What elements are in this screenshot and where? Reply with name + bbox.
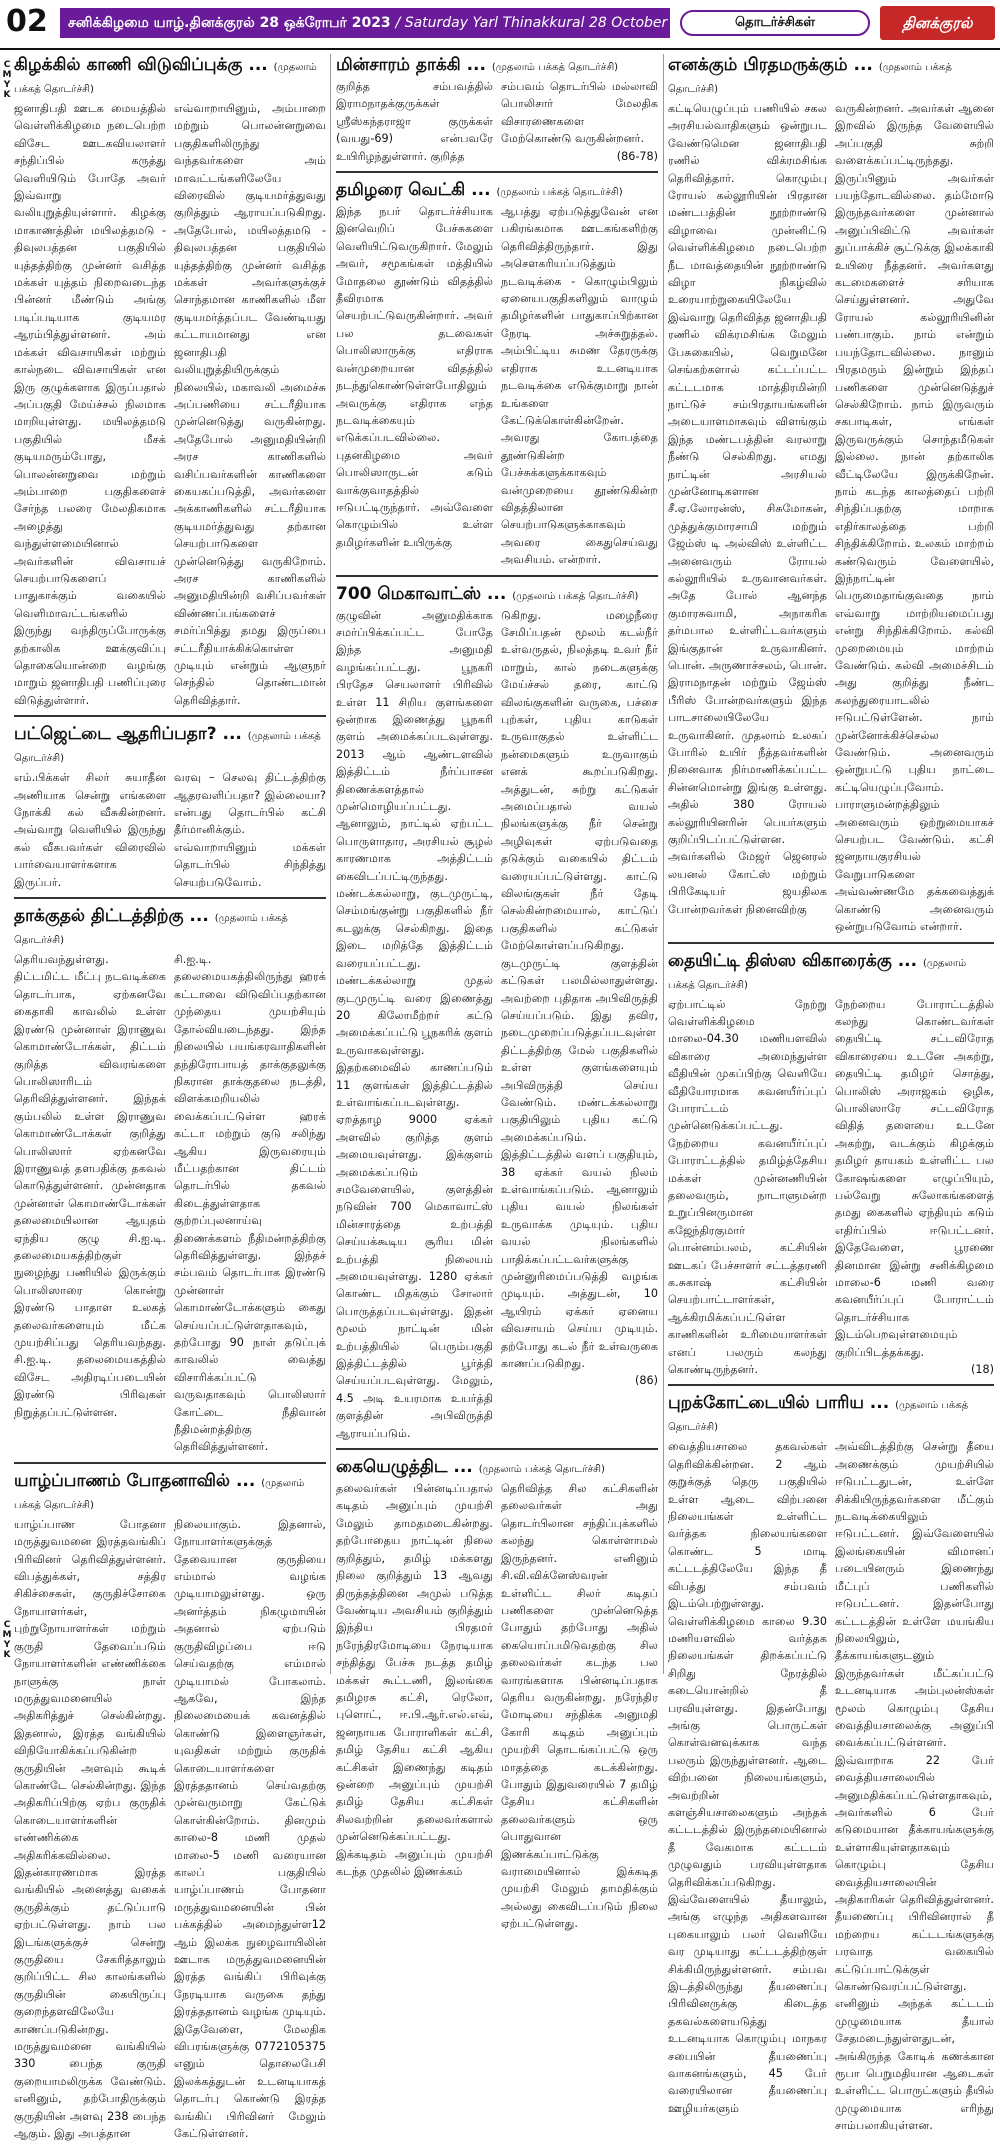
article-budget-support — [14, 723, 326, 899]
cmyk-k: K — [3, 90, 11, 100]
column-divider — [663, 54, 664, 1674]
cmyk-y: Y — [3, 1640, 11, 1650]
cmyk-m: M — [2, 1630, 12, 1640]
column-1 — [14, 54, 326, 2141]
article-headline: எனக்கும் பிரதமருக்கும் ... (முதலாம் பக்கத் தொடர்ச்சி) — [668, 55, 952, 95]
newspaper-logo: தினக்குரல் — [880, 6, 995, 40]
page-number: 02 — [6, 4, 48, 39]
section-title: தொடர்ச்சிகள் — [680, 10, 870, 36]
continuation-tag: (முதலாம் பக்கத் தொடர்ச்சி) — [14, 62, 317, 95]
continuation-tag: (முதலாம் பக்கத் தொடர்ச்சி) — [668, 1400, 969, 1434]
column-divider — [330, 54, 331, 1674]
article-headline: மின்சாரம் தாக்கி ... (முதலாம் பக்கத் தொடர்ச்சி) — [336, 55, 619, 75]
cmyk-y: Y — [3, 80, 11, 90]
article-president-pm — [668, 54, 994, 944]
article-ref: (86-78) — [616, 149, 658, 163]
article-text: நிலையாகும். இதனால், நோயாளர்களுக்குத் தேவையான குருதியை எம்மால் வழங்க முடியாமலுள்ளது. ஒரு அனர்த்தம் நிகழுமாயின் அதனால் ஏற்படும் குருதிவிழப்பை ஈடு செய்வதற்கு எம்மால் முடியாமல் போகலாம். ஆகவே, இந்த நிலைமையைக் கவனத்தில் கொண்டு இளைஞர்கள், யுவதிகள் மற்றும் குருதிக் கொடையாளர்களை இரத்ததானம் செய்வதற்கு முன்வருமாறு கேட்டுக் கொள்கின்றோம். தினமும் காலை-8 மணி முதல் மாலை-5 மணி வரையான காலப் பகுதியில் யாழ்ப்பாணம் போதனா மருத்துவமனையின் பின் பக்கத்தில் அமைந்துள்ள12 ஆம் இலக்க நுழைவாயிலின் ஊடாக மருத்துவமனையின் இரத்த வங்கிப் பிரிவுக்கு நேரடியாக வருகை தந்து இரத்ததானம் வழங்க முடியும். இதேவேளை, மேலதிக விபரங்களுக்கு 0772105375 எனும் தொலைபேசி இலக்கத்துடன் உடனடியாகத் தொடர்பு கொண்டு இரத்த வங்கிப் பிரிவினர் மேலும் கேட்டுள்ளனர். — [174, 1517, 326, 2141]
article-text: சி.ஐ.டி. தலைமையகத்திலிருந்து ஹரக் கட்டாவை விடுவிப்பதற்கான முந்தைய முயற்சியும் தோல்வியடைந்தது. இந்த நிலையில் பயங்கரவாதிகளின் தந்திரோபாயத் தாக்குதலுக்கு நிகரான தாக்குதலை நடத்தி, விளக்கமறியலில் வைக்கப்பட்டுள்ள ஹரக் கட்டா மற்றும் குடு சலிந்து ஆகிய இருவரையும் மீட்பதற்கான திட்டம் தொடர்பில் தகவல் கிடைத்துள்ளதாக குற்றப்புலனாய்வு திணைக்களம் நீதிமன்றத்திற்கு தெரிவித்துள்ளது. இந்தச் சம்பவம் தொடர்பாக இரண்டு முன்னாள் கொமாண்டோக்களும் கைது செய்யப்பட்டுள்ளதாகவும், தற்போது 90 நாள் தடுப்புக் காவலில் வைத்து விசாரிக்கப்பட்டு வருவதாகவும் பொலிஸார் கோட்டை நீதிவான் நீதிமன்றத்திற்கு தெரிவித்துள்ளனர். — [174, 953, 326, 1454]
article-electrocution — [336, 54, 658, 173]
article-text: யாழ்ப்பாண போதனா மருத்துவமனை இரத்தவங்கிப் பிரிவினர் தெரிவித்துள்ளனர். விபத்துக்கள், சத்திர சிகிச்சைகள், குருதிச்சோகை நோயாளர்கள், புற்றுநோயாளர்கள் மற்றும் குருதி தேவைப்படும் நோயாளர்களின் எண்ணிக்கை நாளுக்கு நாள் மருத்துவமனையில் அதிகரித்துச் செல்கின்றது. இதனால், இரத்த வங்கியில் விநியோகிக்கப்படுகின்ற குருதியின் அளவும் கூடிக் கொண்டே செல்கின்றது. இந்த அதிகரிப்பிற்கு ஏற்ப குருதிக் கொடையாளர்களின் எண்ணிக்கை அதிகரிக்கவில்லை. இதன்காரணமாக இரத்த வங்கியில் அனைத்து வகைக் குருதிக்கும் தட்டுப்பாடு ஏற்பட்டுள்ளது. நாம் பல இடங்களுக்குச் சென்று குருதியை சேகரித்தாலும் குறிப்பிட்ட சில காலங்களில் குருதியின் கையிருப்பு குறைந்தளவிலேயே காணப்படுகின்றது. மருத்துவமனை வங்கியில் 330 பைந்த குருதி குறையாமலிருக்க வேண்டும். எனினும், தற்போதிருக்கும் குருதியின் அளவு 238 பைந்த ஆகும். இது அபத்தான — [14, 1517, 166, 2141]
article-text: இந்த நபர் தொடர்ச்சியாக இனவெறிப் பேச்சுகளை வெளியிட்டுவருகிறார். மேலும் அவர், சமூகங்கள் மத்தியில் மோதலை தூண்டும் விதத்தில் தீவிரமாக செயற்பட்டுவருகின்றார். அவர் பல தடவைகள் பொலிஸாருக்கு எதிராக வன்முறையான விதத்தில் நடந்துகொண்டுள்ளபோதிலும் அவருக்கு எதிராக எந்த நடவடிக்கையும் எடுக்கப்படவில்லை. புதனகிழமை அவர் பொலிஸாருடன் கடும் வாக்குவாதத்தில் ஈடுபட்டிருந்தார். அவ்வேளை கொழும்பில் உள்ள தமிழர்களின் உயிருக்கு — [336, 205, 493, 549]
article-text: நேற்றைய போராட்டத்தில் கலந்து கொண்டவர்கள் தையிட்டி சட்டவிரோத விகாரையை உடனே அகற்று, தையிட்டி தமிழர் சொத்து, பொலிஸ் அராஜகம் ஒழிக, பொலிஸாரே சட்டவிரோத விதித் தளையை உடனே அகற்று, வடக்கும் கிழக்கும் தமிழர் தாயகம் உள்ளிட்ட பல கோஷங்களை எழுப்பியும், பல்வேறு சுலோகங்களைத் தமது கைகளில் ஏந்தியும் கடும் எதிர்ப்பில் ஈடுபட்டனர். இதேவேளை, பூரணை தினமான இன்று சனிக்கிழமை மாலை-6 மணி வரை கவனயீர்ப்புப் போராட்டம் தொடர்ச்சியாக இடம்பெறவுள்ளமையும் குறிப்பிடத்தக்கது. — [835, 997, 994, 1359]
article-headline: கிழக்கில் காணி விடுவிப்புக்கு ... (முதலாம் பக்கத் தொடர்ச்சி) — [14, 55, 317, 95]
article-text: ஜனாதிபதி ஊடக மையத்தில் வெள்ளிக்கிழமை நடைபெற்ற விசேட ஊடகவியலாளர் சந்திப்பில் கருத்து வெளியிடும் போதே அவர் இவ்வாறு வலியுறுத்தியுள்ளார். கிழக்கு மாகாணத்தின் மயிலத்தமடு - திவுலபத்தன பகுதியில் யுத்தத்திற்கு முன்னர் வசித்த மக்கள் யுத்தம் நிறைவடைந்த பின்னர் மீண்டும் அங்கு படிப்படியாக குடியமர ஆரம்பித்துள்ளனர். அம் மக்கள் விவசாயிகள் மற்றும் கால்நடை விவசாயிகள் என இரு குழுக்களாக இருப்பதால் அப்பகுதி மேய்ச்சல் நிலமாக மாறியுள்ளது. மயிலத்தமடு பகுதியில் மீசக் குடியமரும்போது, பொலன்னறுவை மற்றும் அம்பாறை பகுதிகளைச் சேர்ந்த பலரை மேலதிகமாக அழைத்து வந்துள்ளமையினால் அவர்களின் விவசாயச் செயற்பாடுகளைப் பாதுகாக்கும் வகையில் வெளிமாவட்டங்களில் இருந்து வந்திருப்போருக்கு தற்காலிக ஊக்குவிப்பு தொகையொன்றை வழங்கு மாறும் ஜனாதிபதி பணிப்புரை விடுத்துள்ளார். — [14, 102, 166, 707]
continuation-tag: (முதலாம் பக்கத் தொடர்ச்சி) — [14, 1477, 305, 1511]
article-text: குறித்த சம்பவத்தில் இராமநாதக்குருக்கள் ஸ்ரீஸ்கந்தராஜா குருக்கள் (வயது-69) என்பவரே உயிரிழந்துள்ளார். குறித்த — [336, 80, 493, 163]
continuation-tag: (முதலாம் பக்கத் தொடர்ச்சி) — [491, 62, 619, 73]
article-headline: யாழ்ப்பாணம் போதனாவில் ... (முதலாம் பக்கத் தொடர்ச்சி) — [14, 1470, 305, 1511]
article-text: ஆபத்து ஏற்படுத்துவேன் என பகிரங்கமாக ஊடகங்களிற்கு தெரிவித்திருந்தார். இது அசௌகரியப்படுத்தும் நடவடிக்கை - கொழும்பிலும் ஏனையபகுதிகளிலும் வாழும் தமிழர்களின் பாதுகாப்பிற்கான நேரடி அச்சுறுத்தல். அம்பிட்டிய சுமண தேரருக்கு எதிராக உடனடியாக நடவடிக்கை எடுக்குமாறு நான் உங்களை கேட்டுக்கொள்கின்றேன். அவரது கோபத்தை தூண்டுகின்ற பேச்சுக்களுக்காகவும் வன்முறையை தூண்டுகின்ற விதத்திலான செயற்பாடுகளுக்காகவும் அவரை கைதுசெய்வது அவசியம். என்றார். — [501, 205, 658, 567]
article-pettah-fire — [668, 1392, 994, 2140]
cmyk-c: C — [3, 60, 11, 70]
article-text: ஏற்பாட்டில் நேற்று வெள்ளிக்கிழமை மாலை-04.30 மணியளவில் விகாரை அமைந்துள்ள வீதியின் முகப்பிற்கு வெளியே வீதியோரமாக கவனயீர்ப்புப் போராட்டம் முன்னெடுக்கப்பட்டது. நேற்றைய கவனயீர்ப்புப் போராட்டத்தில் தமிழ்த்தேசிய மக்கள் முன்னணியின் தலைவரும், நாடாளுமன்ற உறுப்பினருமான கஜேந்திரகுமார் பொன்னம்பலம், கட்சியின் ஊடகப் பேச்சாளர் சட்டத்தரணி க.சுகாஷ் கட்சியின் செயற்பாட்டாளர்கள், ஆக்கிரமிக்கப்பட்டுள்ள காணிகளின் உரிமையாளர்கள் எனப் பலரும் கலந்து கொண்டிருந்தனர். — [668, 997, 827, 1377]
continuation-tag: (முதலாம் பக்கத் தொடர்ச்சி) — [668, 957, 967, 991]
article-text: டுகிறது. மழைநீரை சேமிப்பதன் மூலம் கடல்நீர் உள்வருதல், நிலத்தடி உவர் நீர் மாறும், கால் நடைகளுக்கு மேய்ச்சல் தரை, காட்டு விலங்குகளின் வருகை, பச்சை புற்கள், புதிய காடுகள் உருவாகுதல் உள்ளிட்ட நன்மைகளும் உருவாகும் எனக் கூறப்படுகிறது. அத்துடன், சுற்று கட்டுகள் அமைப்பதால் வயல் நிலங்களுக்கு நீர் சென்று அழிவுகள் ஏற்படுவதை தடுக்கும் வகையில் திட்டம் வரையப்பட்டுள்ளது. காட்டு விலங்குகள் நீர் தேடி செல்கின்றமையால், காட்டுப் பகுதிகளில் கட்டுகள் மேற்கொள்ளப்படுகிறது. குடமுருட்டி குளத்தின் கட்டுகள் பலமில்லாதுள்ளது. அவற்றை புதிதாக அபிவிருத்தி செய்யப்படும். இது தவிர, நடைமுறைப்படுத்தப்படவுள்ள திட்டத்திற்கு மேல் பகுதிகளில் உள்ள குளங்களையும் அபிவிருத்தி செய்ய வேண்டும். மண்டக்கல்லாறு பகுதியிலும் புதிய கட்டு அமைக்கப்படும். இத்திட்டத்தில் வளப் பகுதியும், 38 ஏக்கர் வயல் நிலம் உள்வாங்கப்படும். ஆனாலும் புதிய வயல் நிலங்கள் உருவாக்க முடியும். புதிய வயல் நிலங்களில் பாதிக்கப்பட்டவர்களுக்கு முன்னுரிமைப்படுத்தி வழங்க முடியும். அத்துடன், 10 ஆயிரம் ஏக்கர் ஏனைய விவசாயம் செய்ய முடியும். தற்போது கடல் நீர் உள்வருகை காணப்படுகிறது. — [501, 608, 658, 1371]
column-3 — [668, 54, 994, 2133]
article-jaffna-hospital — [14, 1470, 326, 2148]
article-signature — [336, 1456, 658, 1939]
article-text: கட்டியெழுப்பும் பணியில் சகல அரசியல்வாதிகளும் ஒன்றுபட வேண்டுமென ஜனாதிபதி ரணில் விக்ரமசிங்க தெரிவித்தார். கொழும்பு ரோயல் கல்லூரியின் பிரதான மண்டபத்தின் நூற்றாண்டு விழாவை முன்னிட்டு வெள்ளிக்கிழமை நடைபெற்ற நீட மாவத்தையின் நூற்றாண்டு விழா நிகழ்வில் உரையாற்றுகையிலேயே இவ்வாறு தெரிவித்த ஜனாதிபதி ரணில் விக்ரமசிங்க மேலும் பேசுகையில், வெறுமனே செங்கற்களால் கட்டப்பட்ட கட்டடமாக மாத்திரமின்றி நாட்டுச் சம்பிரதாயங்களின் அடையாளமாகவும் விளங்கும் இந்த மண்டபத்தின் வரலாறு நீண்டு செல்கிறது. எமது நாட்டின் அரசியல் முன்னோடிகளான சீ.ஏ.லோரன்ஸ், சிசுமோகன், முத்துக்குமாரசாமி மற்றும் ஜேம்ஸ் டி அல்விஸ் உள்ளிட்ட அனைவரும் ரோயல் கல்லூரியில் உருவானவர்கள். அதே போல் ஆனந்த குமாரசுவாமி, அநாகரிக தர்மபால உள்ளிட்டவர்களும் இங்குதான் உருவாகினர். பொன். அருணாச்சலம், பொன். இராமநாதன் மற்றும் ஜேம்ஸ் பீரிஸ் போன்றவர்களும் இந்த பாடசாலையிலேயே உருவாகினர். முதலாம் உலகப் போரில் உயிர் நீத்தவர்களின் நினைவாக நிர்மாணிக்கப்பட்ட சின்னமொன்று இங்கு உள்ளது. அதில் 380 ரோயல் கல்லூரியினரின் பெயர்களும் குறிப்பிடப்பட்டுள்ளன. அவர்களில் மேஜர் ஜெனரல் லயனல் கோட்ஸ் மற்றும் பிரிகேடியர் ஜயதிலக போன்றவர்கள் நினைவிற்கு — [668, 102, 827, 916]
article-headline: தையிட்டி திஸ்ஸ விகாரைக்கு ... (முதலாம் பக்கத் தொடர்ச்சி) — [668, 950, 967, 991]
article-ref: (86) — [635, 1374, 658, 1388]
article-east-land-release — [14, 54, 326, 717]
article-headline: பட்ஜெட்டை ஆதரிப்பதா? ... (முதலாம் பக்கத் தொடர்ச்சி) — [14, 724, 321, 765]
continuation-tag: (முதலாம் பக்கத் தொடர்ச்சி) — [14, 913, 288, 947]
article-headline: தமிழரை வெட்கி ... (முதலாம் பக்கத் தொடர்ச்சி) — [336, 180, 623, 201]
article-text: வருகின்றனர். அவர்கள் ஆனை இறவில் இருந்த வேளையில் அப்பகுதி சுற்றி வளைக்கப்பட்டிருந்தது. இருப்பினும் அவர்கள் பயந்தோடவில்லை. தம்மோடு இருந்தவர்களை முன்னால் அனுப்பிவிட்டு அவர்கள் துப்பாக்கிச் சூட்டுக்கு இலக்காகி உயிரை நீத்தனர். அவர்களது கடமைகளைச் சரியாக செய்துள்ளனர். அதுவே ரோயல் கல்லூரியினின் பண்பாகும். நாம் என்றும் பயந்தோடவில்லை. நானும் பிரதமரும் இன்றும் இந்தப் பணிகளை முன்னெடுத்துச் செல்கிறோம். நாம் இருவரும் சகபாடிகள், எங்கள் இருவருக்கும் சொந்தமீடுகள் இல்லை. நான் தற்காலிக வீட்டிலேயே இருக்கிறேன். நாம் கடந்த காலத்தைப் பற்றி சிந்திப்பதற்கு மாறாக எதிர்காலத்தை பற்றி சிந்திக்கிறோம். உலகம் மாற்றம் கண்டுவரும் வேளையில், இந்நாட்டின் பெருமைதாங்குவதை நாம் எவ்வாறு மாற்றியமைப்பது என்று சிந்திக்கிறோம். கல்வி முறைமையும் மாற்றம் வேண்டும். கல்வி அமைச்சிடம் அது குறித்து நீண்ட கலந்துரையாடலில் ஈடுபட்டுள்ளேன். நாம் முன்னோக்கிச்செல்ல வேண்டும். அனைவரும் ஒன்றுபட்டு புதிய நாட்டை கட்டியெழுப்புவோம். பாராளுமன்றத்திலும் அனைவரும் ஒற்றுமையாகச் செயற்பட வேண்டும். கட்சி ஜனநாயகுரசியல் வேறுபாடுகளை அவ்வண்ணமே தக்கவைத்துக் கொண்டு அனைவரும் ஒன்றுபடுவோம் என்றார். — [835, 102, 994, 934]
article-headline: கையெழுத்திட ... (முதலாம் பக்கத் தொடர்ச்சி) — [336, 1457, 605, 1478]
continuation-tag: (முதலாம் பக்கத் தொடர்ச்சி) — [668, 62, 952, 95]
cmyk-c: C — [3, 1620, 11, 1630]
article-text: வரவு – செலவு திட்டத்திற்கு ஆதரவளிப்பதா? இல்லையா? என்பது தொடர்பில் கட்சி தீர்மானிக்கும். எவ்வாறாயினும் மக்கள் தொடர்பில் சிந்தித்து செயற்படுவோம். — [174, 771, 326, 889]
article-text: தலைவர்கள் பின்னடிப்பதால் கடிதம் அனுப்பும் முயற்சி மேலும் தாமதமடைகின்றது. தற்போதைய நாட்டின் நிலை குறித்தும், தமிழ் மக்களது நிலை குறித்தும் 13 ஆவது திருத்தத்தினை அமுல் படுத்த வேண்டிய அவசியம் குறித்தும் இந்திய பிரதமர் நரேந்திரமோடியை நேரடியாக சந்தித்து பேச்சு நடத்த தமிழ் மக்கள் கூட்டணி, இலங்கை தமிழரசு கட்சி, ரெலோ, புளொட், ஈ.பி.ஆர்.எல்.எவ், ஜனநாயக போராளிகள் கட்சி, தமிழ் தேசிய கட்சி ஆகிய கட்சிகள் இணைந்து கடிதம் ஒன்றை அனுப்பும் முயற்சி தமிழ் தேசிய கட்சிகள் சிலவற்றின் தலைவர்களால் முன்னெடுக்கப்பட்டது. இக்கடிதம் அனுப்பும் முயற்சி கடந்த முதலில் இணக்கம் — [336, 1482, 493, 1878]
cmyk-mark-bottom — [0, 1620, 14, 1660]
cmyk-mark-top — [0, 60, 14, 100]
article-headline: புறக்கோட்டையில் பாரிய ... (முதலாம் பக்கத் தொடர்ச்சி) — [668, 1393, 969, 1434]
continuation-tag: (முதலாம் பக்கத் தொடர்ச்சி) — [496, 187, 623, 199]
dateline-english: / Saturday Yarl Thinakkural 28 October 2023 — [395, 15, 708, 31]
article-text: எம்.பிக்கள் சிலர் சுயாதீன அணியாக சென்று எங்களை நோக்கி கல் வீசுகின்றனர். அவ்வாறு வெளியில் இருந்து கல் வீசுபவர்கள் விரைவில் பார்வையாளர்களாக இருப்பர். — [14, 771, 166, 889]
dateline-tamil: சனிக்கிழமை யாழ்.தினக்குரல் 28 ஒக்ரோபர் 2023 — [68, 15, 391, 31]
article-headline: 700 மெகாவாட்ஸ் ... (முதலாம் பக்கத் தொடர்ச்சி) — [336, 583, 639, 604]
article-thaiyiddi-vihara — [668, 950, 994, 1387]
article-700-megawatts — [336, 583, 658, 1451]
article-text: தெரிவித்த சில கட்சிகளின் தலைவர்கள் அது தொடர்பிலான சந்திப்புக்களில் கலந்து கொள்ளாமல் இருந்தனர். எனினும் சி.வி.விக்னேஸ்வரன் உள்ளிட்ட சிலர் கடிதப் பணிகளை முன்னெடுத்த போதும் தற்போது அதில் கையொப்பமிடுவதற்கு சில தலைவர்கள் கடந்த பல வாரங்களாக பின்னடிப்பதாக தெரிய வருகின்றது. நரேந்திர மோடியை சந்திக்க அனுமதி கோரி கடிதம் அனுப்பும் முயற்சி தொடங்கப்பட்டு ஒரு மாதத்தை கடக்கின்றது. போதும் இதுவரையில் 7 தமிழ் தேசிய கட்சிகளின் தலைவர்களும் ஒரு பொதுவான இணக்கப்பாட்டுக்கு வராமையினால் இக்கடித முயற்சி மேலும் தாமதிக்கும் அல்லது கைவிடப்படும் நிலை ஏற்பட்டுள்ளது. — [501, 1482, 658, 1931]
article-text: சம்பவம் தொடர்பில் மல்லாவி பொலிசார் மேலதிக விசாரணைகளை மேற்கொண்டு வருகின்றனர். — [501, 80, 658, 146]
article-text: குழுவின் அனுமதிக்காக சமர்ப்பிக்கப்பட்ட போதே இந்த அனுமதி வழங்கப்பட்டது. பூநகரி பிரதேச செயலாளர் பிரிவில் உள்ள 11 சிறிய குளங்களை ஒன்றாக இணைத்து பூநகரி குளம் அமைக்கப்படவுள்ளது. 2013 ஆம் ஆண்டளவில் இத்திட்டம் நீர்ப்பாசன திணைக்களத்தால் முன்மொழியப்பட்டது. ஆனாலும், நாட்டில் ஏற்பட்ட பொருளாதார, அரசியல் சூழல் காரணமாக அத்திட்டம் கைவிடப்பட்டிருந்தது. மண்டக்கல்லாறு, குடமுருட்டி, செம்மங்குன்று பகுதிகளில் நீர் கடலுக்கு செல்கிறது. இதை இடை மறித்தே இத்திட்டம் வரையப்பட்டது. மண்டக்கல்லாறு முதல் குடமுருட்டி வரை இணைத்து 20 கிலோமீற்றர் கட்டு அமைக்கப்பட்டு பூநகரிக் குளம் உருவாகவுள்ளது. இதற்கமைவில் காணப்படும் 11 குளங்கள் இத்திட்டத்தில் உள்வாங்கப்படவுள்ளது. ஏறத்தாழ 9000 ஏக்கர் அளவில் குறித்த குளம் அமையவுள்ளது. இக்குளம் அமைக்கப்படும் சமவேளையில், குளத்தின் நடுவின் 700 மெகாவாட்ஸ் மின்சாரத்தை உற்பத்தி செய்யக்கூடிய சூரிய மின் உற்பத்தி நிலையம் அமையவுள்ளது. 1280 ஏக்கர் கொண்ட மிதக்கும் சோலார் பொருத்தப்படவுள்ளது. இதன் மூலம் நாட்டின் மின் உற்பத்தியில் பெரும்பகுதி இத்திட்டத்தில் பூர்த்தி செய்யப்படவுள்ளது. மேலும், 4.5 அடி உயரமாக உயர்த்தி குளத்தின் அபிவிருத்தி ஆராயப்படும். — [336, 608, 493, 1440]
article-ref: (18) — [971, 1363, 994, 1377]
cmyk-m: M — [2, 70, 12, 80]
continuation-tag: (முதலாம் பக்கத் தொடர்ச்சி) — [512, 590, 639, 602]
article-attack-plan — [14, 905, 326, 1464]
article-tamil-shame — [336, 179, 658, 577]
article-text: வைத்தியசாலை தகவல்கள் தெரிவிக்கின்றன. 2 ஆம் குறுக்குத் தெரு பகுதியில் உள்ள ஆடை விற்பனை நிலையங்கள் உள்ளிட்ட வர்த்தக நிலையங்களை கொண்ட 5 மாடி கட்டடத்திலேயே இந்த தீ விபத்து சம்பவம் இடம்பெற்றுள்ளது. வெள்ளிக்கிழமை காலை 9.30 மணியளவில் வர்த்தக நிலையங்கள் திறக்கப்பட்டு சிறிது நேரத்தில் கடையொன்றில் தீ பரவியுள்ளது. இதன்போது அங்கு பொருட்கள் கொள்வனவுக்காக வந்த பலரும் இருந்துள்ளனர். ஆடை விற்பனை நிலையங்களும், அவற்றின் களஞ்சியசாலைகளும் அந்தக் கட்டடத்தில் இருந்தமையினால் தீ வேகமாக கட்டடம் முழுவதும் பரவியுள்ளதாக தெரிவிக்கப்படுகிறது. இவ்வேளையில் தீயாலும், அங்கு எழுந்த அதிகளவான புகையாலும் பலர் வெளியே வர முடியாது கட்டடத்திற்குள் சிக்கிமிருந்துள்ளனர். சம்பவ இடத்திலிருந்து தீயணைப்பு பிரிவினருக்கு கிடைத்த தகவல்களையடுத்து உடனடியாக கொழும்பு மாநகர சபையின் தீயணைப்பு வாகனங்களும், 45 பேர் வரையிலான தீயணைப்பு ஊழியர்களும் — [668, 1440, 827, 2115]
continuation-tag: (முதலாம் பக்கத் தொடர்ச்சி) — [14, 731, 321, 765]
article-text: எவ்வாறாயினும், அம்பாறை மற்றும் பொலன்னறுவை பகுதிகளிலிருந்து வந்தவர்களை அம் மாவட்டங்களிலேயே விரைவில் குடியமர்த்துவது குறித்தும் ஆராயப்படுகிறது. அதேபோல், மயிலத்தமடு - திவுலபத்தன பகுதியில் யுத்தத்திற்கு முன்னர் வசித்த மக்கள் அவர்களுக்குச் சொந்தமான காணிகளில் மீள குடியமர்த்தப்பட வேண்டியது கட்டாயமானது என ஜனாதிபதி வலியுறுத்தியிருக்கும் நிலையில், மகாவலி அமைச்சு அப்பணியை சட்டரீதியாக முன்னெடுத்து வருகின்றது. அதேபோல் அனுமதியின்றி அரச காணிகளில் வசிப்பவர்களின் காணிகளை கையகப்படுத்தி, அவர்களை அக்காணிகளில் சட்டரீதியாக குடியமர்த்துவது தற்கான செயற்பாடுகளை முன்னெடுத்து வருகிறோம். அரச காணிகளில் அனுமதியின்றி வசிப்பவர்கள் விண்ணப்பங்களைச் சமர்ப்பித்து தமது இருப்பை சட்டரீதியாக்கிக்கொள்ள முடியும் என்றும் ஆளுநர் செந்தில் தொண்டமான் தெரிவித்தார். — [174, 102, 326, 707]
dateline-band — [60, 8, 708, 38]
article-text: அவ்விடத்திற்கு சென்று தீயை அணைக்கும் முயற்சியில் ஈடுபட்டதுடன், உள்ளே சிக்கியிருந்தவர்களை மீட்கும் நடவடிக்கையிலும் ஈடுபட்டனர். இவ்வேளையில் இலங்கையின் விமானப் படையினரும் இணைந்து மீட்புப் பணிகளில் ஈடுபட்டனர். இதன்போது கட்டடத்தின் உள்ளே மயங்கிய நிலையிலும், தீக்காயங்களுடனும் இருந்தவர்கள் மீட்கப்பட்டு உடனடியாக அம்புலன்ஸ்கள் மூலம் கொழும்பு தேசிய வைத்தியசாலைக்கு அனுப்பி வைக்கப்பட்டுள்ளனர். இவ்வாறாக 22 பேர் வைத்தியசாலையில் அனுமதிக்கப்பட்டுள்ளதாகவும், அவர்களில் 6 பேர் கடுமையான தீக்காயங்களுக்கு உள்ளாகியுள்ளதாகவும் கொழும்பு தேசிய வைத்தியசாலையின் அதிகாரிகள் தெரிவித்துள்ளனர். தீயணைப்பு பிரிவினரால் தீ மற்றைய கட்டடங்களுக்கு பரவாத வகையில் கட்டுப்பாட்டுக்குள் கொண்டுவரப்பட்டுள்ளது. எனினும் அந்தக் கட்டடம் முழுமையாக தீயால் சேதமடைந்துள்ளதுடன், அங்கிருந்த கோடிக் கணக்கான ரூபா பெறுமதியான ஆடைகள் உள்ளிட்ட பொருட்களும் தீயில் முழுமையாக எரிந்து சாம்பலாகியுள்ளன. — [835, 1440, 994, 2133]
article-text: தெரியவந்துள்ளது. திட்டமிட்ட மீட்பு நடவடிக்கை தொடர்பாக, ஏற்கனவே கைதாகி காவலில் உள்ள இரண்டு முன்னாள் இராணுவ கொமாண்டோக்கள், திட்டம் குறித்த விவரங்களை பொலிஸாரிடம் தெரிவித்துள்ளனர். இந்தக் கும்பலில் உள்ள இராணுவ கொமாண்டோக்கள் குறித்து பொலிஸார் ஏற்கனவே இராணுவத் தளபதிக்கு தகவல் கொடுத்துள்ளனர். முன்னதாக முன்னாள் கொமாண்டோக்கள் தலைமையிலான ஆயுதம் ஏந்திய குழு சி.ஐ.டி. தலைமையகத்திற்குள் நுழைந்து பணியில் இருக்கும் பொலிஸாரை கொன்று இரண்டு பாதாள உலகத் தலைவர்களையும் மீட்க முயற்சிப்பது தெரியவந்தது. சி.ஐ.டி. தலைமையகத்தில் விசேட அதிரடிப்படையின் இரண்டு பிரிவுகள் நிறுத்தப்பட்டுள்ளன. — [14, 953, 166, 1419]
article-headline: தாக்குதல் திட்டத்திற்கு ... (முதலாம் பக்கத் தொடர்ச்சி) — [14, 906, 288, 947]
cmyk-k: K — [3, 1650, 11, 1660]
page-header — [0, 0, 1000, 50]
column-2 — [336, 54, 658, 1931]
header-rule — [0, 48, 1000, 50]
continuation-tag: (முதலாம் பக்கத் தொடர்ச்சி) — [478, 1464, 605, 1476]
